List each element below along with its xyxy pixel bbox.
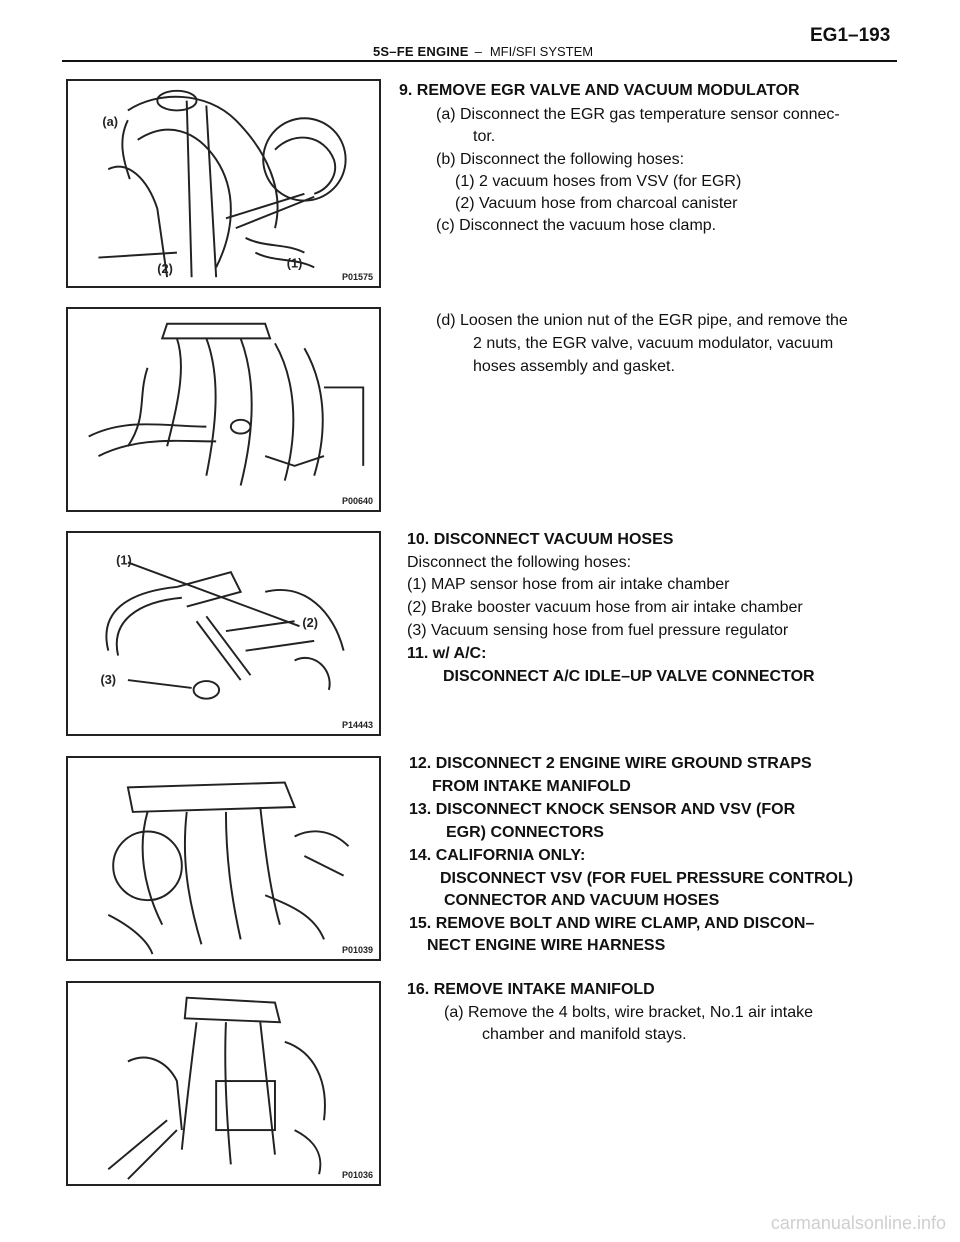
step-14-line2: DISCONNECT VSV (FOR FUEL PRESSURE CONTROL) xyxy=(440,870,854,887)
step-12-line2: FROM INTAKE MANIFOLD xyxy=(432,778,631,795)
step-9b-item2: (2) Vacuum hose from charcoal canister xyxy=(455,195,738,212)
watermark: carmanualsonline.info xyxy=(770,1213,946,1233)
page-number: EG1–193 xyxy=(810,25,891,46)
figure-vacuum-hoses xyxy=(66,531,381,736)
label-3: (3) xyxy=(100,671,117,687)
figure-code: P14443 xyxy=(341,720,373,730)
section-name: 5S–FE ENGINE xyxy=(373,44,469,59)
step-11-title: 11. w/ A/C: xyxy=(407,645,487,662)
engine-illustration-1 xyxy=(68,81,379,286)
engine-illustration-4 xyxy=(68,758,379,959)
step-9c: (c) Disconnect the vacuum hose clamp. xyxy=(436,217,717,234)
step-10-item2: (2) Brake booster vacuum hose from air intake chamber xyxy=(407,599,803,616)
step-16a-line1: (a) Remove the 4 bolts, wire bracket, No.1 air intake xyxy=(444,1004,814,1021)
step-13-line2: EGR) CONNECTORS xyxy=(446,824,604,841)
label-1: (1) xyxy=(286,255,303,271)
engine-illustration-5 xyxy=(68,983,379,1184)
engine-illustration-2 xyxy=(68,309,379,510)
step-15-line1: 15. REMOVE BOLT AND WIRE CLAMP, AND DISCON– xyxy=(409,915,815,932)
step-9d-line1: (d) Loosen the union nut of the EGR pipe, and remove the xyxy=(436,312,848,329)
label-1: (1) xyxy=(116,552,132,568)
running-header xyxy=(373,44,593,60)
figure-code: P00640 xyxy=(341,496,373,506)
step-12-line1: 12. DISCONNECT 2 ENGINE WIRE GROUND STRAPS xyxy=(409,755,812,772)
step-11-line2: DISCONNECT A/C IDLE–UP VALVE CONNECTOR xyxy=(443,668,815,685)
step-9a-line2: tor. xyxy=(473,128,496,145)
step-9d-line2: 2 nuts, the EGR valve, vacuum modulator, vacuum xyxy=(473,335,834,352)
step-16a-line2: chamber and manifold stays. xyxy=(482,1026,687,1043)
system-name: MFI/SFI SYSTEM xyxy=(489,44,594,59)
header-dash: – xyxy=(474,44,482,59)
header-rule xyxy=(62,60,897,62)
step-9b-item1: (1) 2 vacuum hoses from VSV (for EGR) xyxy=(455,173,742,190)
figure-code: P01039 xyxy=(341,945,373,955)
step-9-title: 9. REMOVE EGR VALVE AND VACUUM MODULATOR xyxy=(399,82,800,99)
step-9d-line3: hoses assembly and gasket. xyxy=(473,358,675,375)
step-10-item1: (1) MAP sensor hose from air intake chamber xyxy=(407,576,730,593)
step-16-title: 16. REMOVE INTAKE MANIFOLD xyxy=(407,981,655,998)
figure-wire-harness xyxy=(66,756,381,961)
step-10-intro: Disconnect the following hoses: xyxy=(407,554,632,571)
figure-egr-connector xyxy=(66,79,381,288)
step-9a-line1: (a) Disconnect the EGR gas temperature sensor connec- xyxy=(436,106,840,123)
figure-code: P01575 xyxy=(341,272,373,282)
step-10-item3: (3) Vacuum sensing hose from fuel pressure regulator xyxy=(407,622,789,639)
step-9b: (b) Disconnect the following hoses: xyxy=(436,151,685,168)
engine-illustration-3 xyxy=(68,533,379,734)
step-13-line1: 13. DISCONNECT KNOCK SENSOR AND VSV (FOR xyxy=(409,801,796,818)
step-10-title: 10. DISCONNECT VACUUM HOSES xyxy=(407,531,674,548)
step-14-line3: CONNECTOR AND VACUUM HOSES xyxy=(444,892,720,909)
step-14-line1: 14. CALIFORNIA ONLY: xyxy=(409,847,586,864)
figure-code: P01036 xyxy=(341,1170,373,1180)
step-15-line2: NECT ENGINE WIRE HARNESS xyxy=(427,937,666,954)
figure-egr-valve-removal xyxy=(66,307,381,512)
figure-intake-manifold xyxy=(66,981,381,1186)
label-2: (2) xyxy=(302,615,319,631)
label-2: (2) xyxy=(157,261,173,277)
label-a: (a) xyxy=(102,114,118,130)
